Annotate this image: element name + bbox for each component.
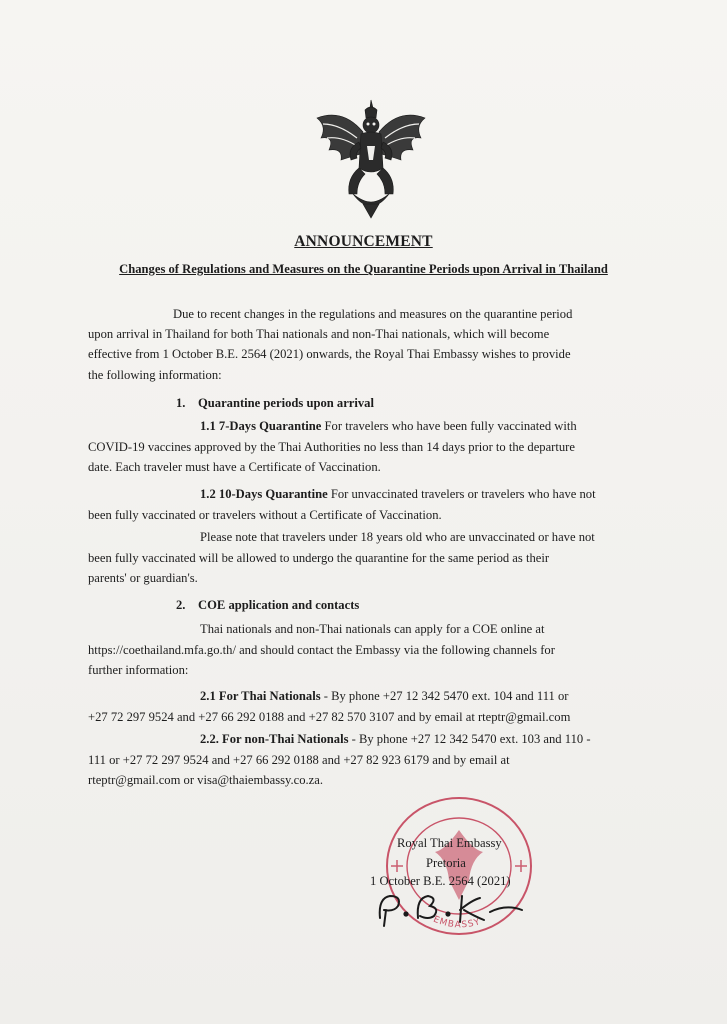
intro-line: effective from 1 October B.E. 2564 (2021) onwards, the Royal Thai Embassy wishes to provide [88,347,571,362]
item-2-1 [88,686,646,727]
handwritten-signature-icon [372,888,532,928]
under-18-note [88,527,646,589]
intro-line: Thai nationals and non-Thai nationals can apply for a COE online at [200,622,545,636]
section-number: 2. [176,598,186,612]
item-1-1 [88,416,646,478]
item-line: COVID-19 vaccines approved by the Thai Authorities no less than 14 days prior to the departure [88,439,575,454]
item-label: 2.1 For Thai Nationals [200,689,321,703]
section-heading-text: COE application and contacts [198,598,360,612]
section-heading-text: Quarantine periods upon arrival [198,396,374,410]
item-line: - By phone +27 12 342 5470 ext. 104 and 111 or [320,689,569,703]
announcement-subtitle: Changes of Regulations and Measures on the Quarantine Periods upon Arrival in Thailand [119,262,608,276]
item-line: +27 72 297 9524 and +27 66 292 0188 and +27 82 570 3107 and by email at rteptr@gmail.com [88,709,571,724]
seal-text: EMBASSY [431,914,483,931]
item-label: 1.2 10-Days Quarantine [200,487,328,501]
section-number: 1. [176,396,186,410]
item-line: - By phone +27 12 342 5470 ext. 103 and 110 - [348,732,591,746]
item-line: 111 or +27 72 297 9524 and +27 66 292 0188 and +27 82 923 6179 and by email at [88,752,510,767]
note-line: Please note that travelers under 18 years old who are unvaccinated or have not [200,530,595,544]
section-2-intro [88,619,646,681]
signature-org: Royal Thai Embassy [397,836,502,850]
signature-city: Pretoria [426,856,466,870]
intro-line: https://coethailand.mfa.go.th/ and should contact the Embassy via the following channels for [88,642,555,657]
intro-line: Due to recent changes in the regulations and measures on the quarantine period [173,307,573,321]
item-label: 1.1 7-Days Quarantine [200,419,322,433]
intro-line: the following information: [88,367,222,382]
item-line: rteptr@gmail.com or visa@thaiembassy.co.za. [88,773,324,787]
garuda-emblem-icon [313,98,429,220]
section-1-heading [176,396,374,411]
item-line: For unvaccinated travelers or travelers who have not [327,487,596,501]
item-line: date. Each traveler must have a Certificate of Vaccination. [88,460,381,474]
intro-line: further information: [88,663,189,677]
item-1-2 [88,484,646,525]
item-label: 2.2. For non-Thai Nationals [200,732,349,746]
note-line: parents' or guardian's. [88,571,198,585]
intro-line: upon arrival in Thailand for both Thai nationals and non-Thai nationals, which will become [88,327,550,342]
note-line: been fully vaccinated will be allowed to undergo the quarantine for the same period as their [88,550,550,565]
section-2-heading [176,598,359,613]
signature-date: 1 October B.E. 2564 (2021) [370,874,511,888]
item-line: For travelers who have been fully vaccinated with [321,419,577,433]
announcement-title: ANNOUNCEMENT [294,233,433,250]
item-line: been fully vaccinated or travelers without a Certificate of Vaccination. [88,507,442,522]
item-2-2 [88,729,646,791]
intro-paragraph [88,304,646,385]
